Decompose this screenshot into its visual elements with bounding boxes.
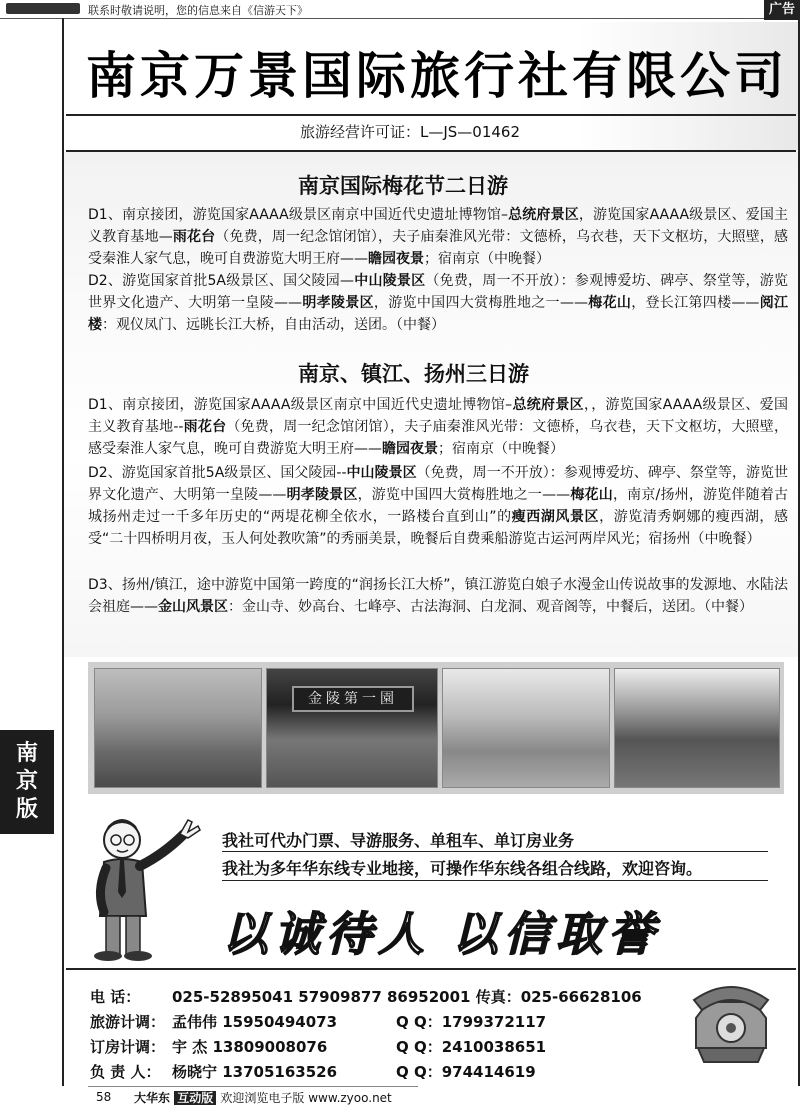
contact-tour-row (90, 1011, 547, 1032)
edition-char: 南 (15, 741, 38, 766)
service-line-1: 我社可代办门票、导游服务、单租车、单订房业务 (222, 831, 575, 850)
tour1-day1-text: ；宿南京（中晚餐） (424, 251, 550, 267)
tour1-day2 (88, 270, 788, 336)
tour1-day2-text: 游览国家首批5A级景区、国父陵园— (122, 273, 355, 289)
tour2-day2-attraction: 梅花山 (570, 487, 613, 503)
tour2-day2-attraction: 中山陵景区 (346, 465, 417, 481)
company-name: 南京万景国际旅行社有限公司 (86, 47, 788, 105)
manager-label: 负 责 人： (90, 1063, 161, 1081)
tour2-day2-label: D2、 (88, 465, 122, 481)
tour2-day1-label: D1、 (88, 397, 123, 413)
footer-brand-name: 大华东 (134, 1091, 171, 1105)
tour1-day1 (88, 204, 788, 270)
tour1-day1-attraction: 总统府景区 (508, 207, 579, 223)
tour1-title: 南京国际梅花节二日游 (298, 174, 508, 198)
tour2-day2-text: （免费，周一不开放）：参观博爱坊、碑亭、祭堂等，游览世界文化遗产、大明第一皇陵—— (88, 465, 789, 503)
cartoon-guide-icon (84, 812, 208, 962)
room-planner-label: 订房计调： (90, 1038, 166, 1056)
tour2-day2 (88, 462, 788, 550)
telephone-icon (690, 978, 772, 1068)
contact-manager-row (90, 1061, 536, 1082)
edition-char: 版 (15, 797, 38, 822)
license-number: 旅游经营许可证：L—JS—01462 (300, 123, 521, 141)
tour2-day3-text: 扬州/镇江，途中游览中国第一跨度的“润扬长江大桥”，镇江游览白娘子水漫金山传说故事的发源地、水陆法会祖庭—— (88, 577, 788, 615)
top-note: 联系时敬请说明，您的信息来自《信游天下》 (88, 4, 308, 17)
ad-tag: 广告 (764, 0, 800, 20)
tour-planner-value: 孟伟伟 15950494073 (172, 1013, 338, 1031)
tour1-day1-text: 南京接团，游览国家AAAA级景区南京中国近代史遗址博物馆– (121, 207, 508, 223)
tour2-day3-label: D3、 (88, 577, 122, 593)
tour2-title: 南京、镇江、扬州三日游 (298, 362, 529, 386)
tour1-day2-attraction: 明孝陵景区 (302, 295, 374, 311)
phone-label: 电 话： (90, 988, 141, 1006)
tour2-day1-text: ，，游览国家AAAA级景区、爱国主义教育基地-- (88, 397, 788, 435)
room-planner-value: 宇 杰 13809008076 (172, 1038, 328, 1056)
tour1-day2-text: ：观仪凤门、远眺长江大桥，自由活动，送团。（中餐） (102, 317, 445, 333)
tour1-day1-text: （免费，周一纪念馆闭馆），夫子庙秦淮风光带：文德桥，乌衣巷，天下文枢坊，大照壁，感受秦淮人家气息，晚可自费游览大明王府—— (88, 229, 789, 267)
motto-slogan: 以诚待人 以信取誉 (222, 907, 661, 961)
phone-numbers: 025-52895041 57909877 86952001 传真：025-66628106 (172, 988, 642, 1006)
tour1-day1-attraction: 雨花台 (172, 229, 216, 245)
contact-phone-row (90, 986, 642, 1007)
mausoleum-stairs-photo (442, 668, 610, 788)
sun-yatsen-statues-photo (94, 668, 262, 788)
tour2-day1 (88, 394, 788, 460)
tour-planner-qq: Q Q：1799372117 (396, 1013, 547, 1031)
footer-text: 欢迎浏览电子版 www.zyoo.net (220, 1091, 392, 1105)
tour2-day1-text: 南京接团，游览国家AAAA级景区南京中国近代史遗址博物馆– (122, 397, 513, 413)
top-strip (0, 0, 800, 19)
footer-tag: 互动版 (174, 1091, 216, 1105)
gate-plaque: 金陵第一園 (292, 686, 414, 712)
tour1-day2-text: ，登长江第四楼—— (631, 295, 760, 311)
service-line-2: 我社为多年华东线专业地接，可操作华东线各组合线路，欢迎咨询。 (222, 859, 703, 878)
tour1-day1-attraction: 瞻园夜景 (368, 251, 424, 267)
tour2-day3-attraction: 金山风景区 (158, 599, 228, 615)
tour2-day2-text: ，南京/扬州，游览伴随着古城扬州走过一千多年历史的“两堤花柳全依水，一路楼台直到山”的 (88, 487, 789, 525)
tour1-day2-attraction: 中山陵景区 (354, 273, 426, 289)
tour-planner-label: 旅游计调： (90, 1013, 166, 1031)
tour2-day2-attraction: 瘦西湖风景区 (511, 509, 600, 525)
manager-value: 杨晓宁 13705163526 (172, 1063, 338, 1081)
room-planner-qq: Q Q：2410038651 (396, 1038, 547, 1056)
tour2-day1-attraction: 总统府景区 (512, 397, 584, 413)
tour1-day2-text: ，游览中国四大赏梅胜地之一—— (373, 295, 588, 311)
tour1-day1-label: D1、 (88, 207, 122, 223)
tour2-day1-text: （免费，周一纪念馆闭馆），夫子庙秦淮风光带：文德桥，乌衣巷，天下文枢坊，大照壁，感受秦淮人家气息，晚可自费游览大明王府—— (88, 419, 788, 457)
tour2-day3 (88, 574, 788, 618)
header-divider (66, 114, 796, 116)
tour2-day2-attraction: 明孝陵景区 (286, 487, 358, 503)
tour1-day2-text: （免费，周一不开放）：参观博爱坊、碑亭、祭堂等，游览世界文化遗产、大明第一皇陵—— (88, 273, 789, 311)
tour2-day1-attraction: 雨花台 (183, 419, 227, 435)
tour1-day1-text: ，游览国家AAAA级景区、爱国主义教育基地— (88, 207, 789, 245)
tour2-day2-text: ，游览中国四大赏梅胜地之一—— (357, 487, 571, 503)
tour1-day2-label: D2、 (88, 273, 123, 289)
page-number: 58 (96, 1090, 112, 1104)
publication-logo (6, 3, 80, 14)
tour1-day2-attraction: 阅江楼 (88, 295, 789, 333)
tour1-day2-attraction: 梅花山 (587, 295, 632, 311)
edition-label (0, 740, 54, 824)
contact-divider (66, 968, 796, 970)
edition-char: 京 (15, 769, 38, 794)
tour2-day2-text: ，游览清秀婀娜的瘦西湖，感受“二十四桥明月夜，玉人何处教吹箫”的秀丽美景，晚餐后自费乘船游览古运河两岸风光；宿扬州（中晚餐） (88, 509, 788, 547)
footer (0, 1086, 800, 1107)
tour2-day2-text: 游览国家首批5A级景区、国父陵园-- (121, 465, 347, 481)
edition-side-tab (0, 730, 54, 834)
service-divider-1 (222, 851, 768, 852)
tour2-day1-text: ；宿南京（中晚餐） (438, 441, 564, 457)
service-divider-2 (222, 880, 768, 881)
footer-brand (134, 1089, 392, 1106)
tour2-day3-text: ：金山寺、妙高台、七峰亭、古法海洞、白龙洞、观音阁等，中餐后，送团。（中餐） (228, 599, 753, 615)
tour2-day1-attraction: 瞻园夜景 (382, 441, 438, 457)
temple-pool-photo (614, 668, 780, 788)
manager-qq: Q Q：974414619 (396, 1063, 536, 1081)
contact-room-row (90, 1036, 547, 1057)
